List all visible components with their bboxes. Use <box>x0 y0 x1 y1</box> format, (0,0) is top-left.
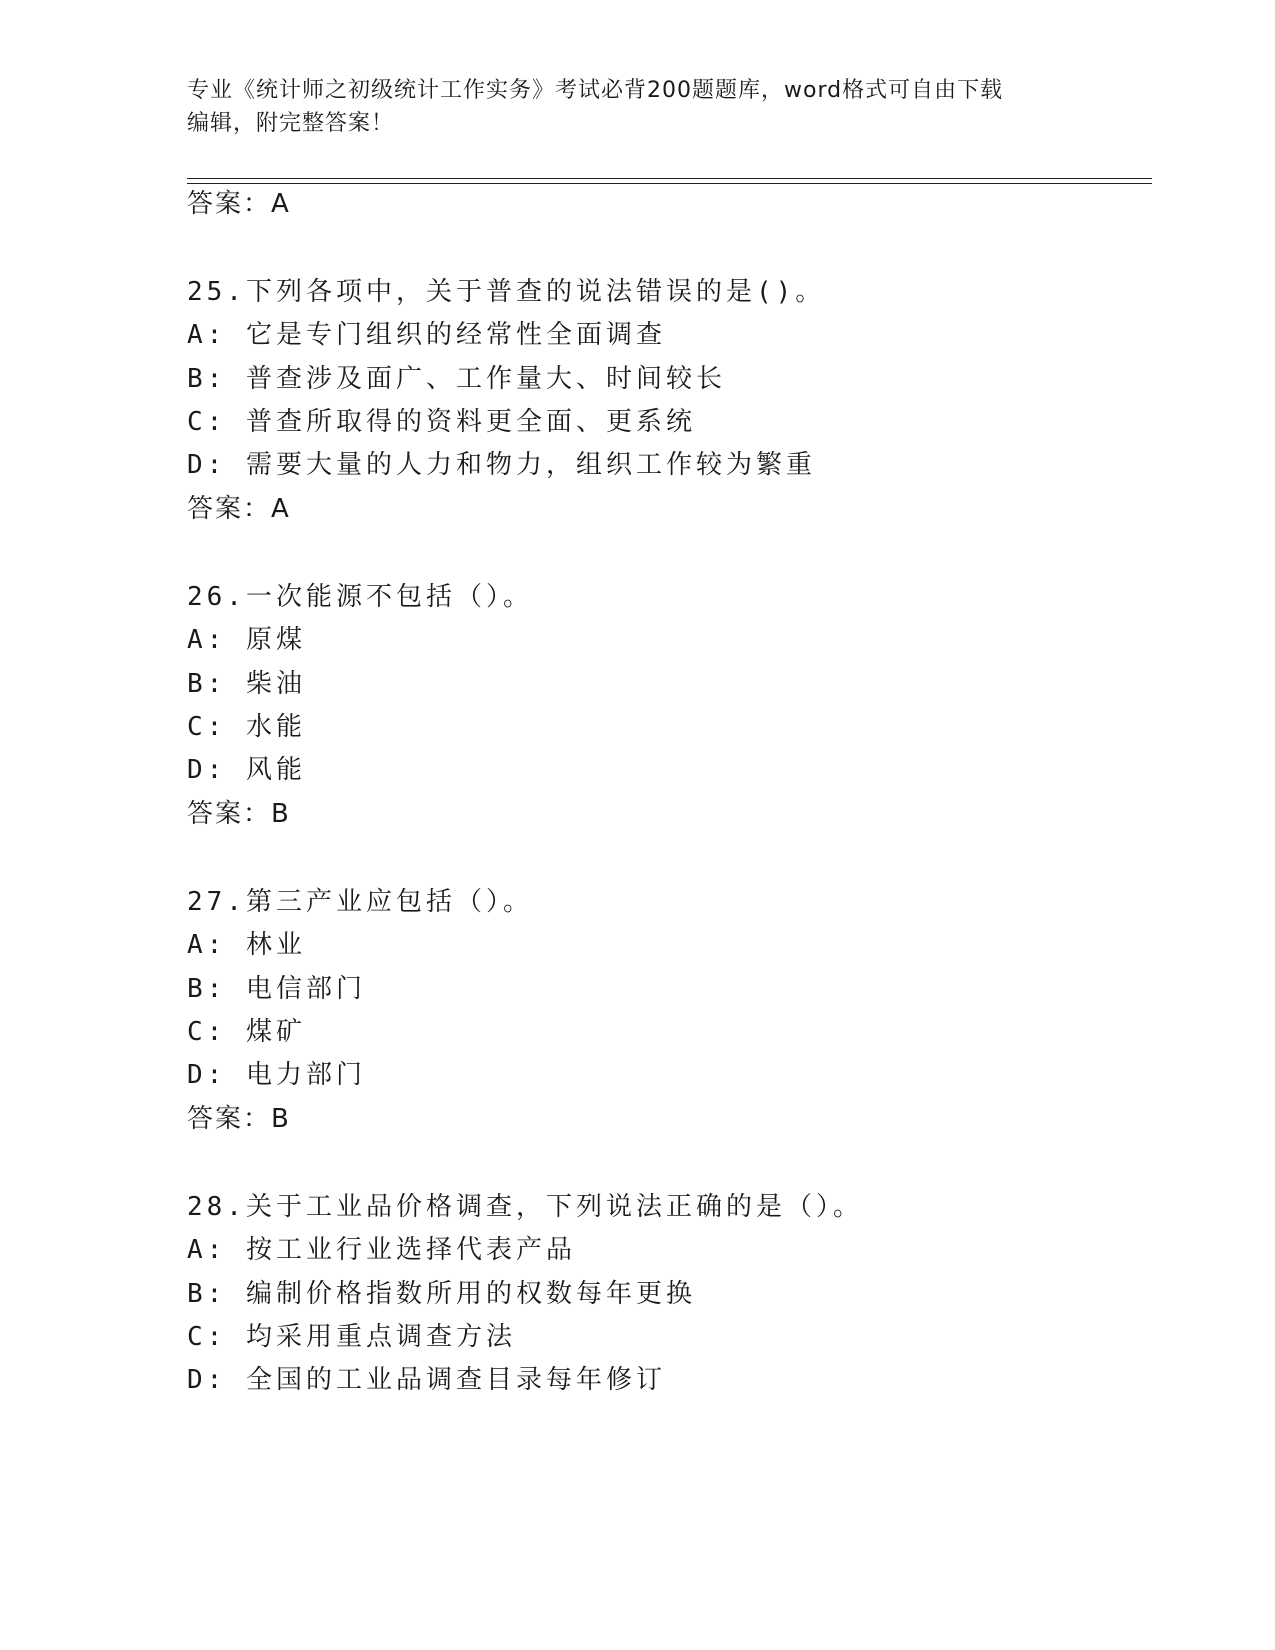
question-option: C: 均采用重点调查方法 <box>187 1322 516 1352</box>
answer-value: B <box>271 1104 290 1134</box>
question-option: C: 普查所取得的资料更全面、更系统 <box>187 407 696 437</box>
answer-line <box>187 187 290 221</box>
answer-label: 答案： <box>187 1104 272 1134</box>
question-option: D: 风能 <box>187 755 306 785</box>
header-line-2: 编辑，附完整答案！ <box>187 111 395 136</box>
answer-line <box>187 492 290 526</box>
answer-value: B <box>271 799 290 829</box>
question-option: D: 电力部门 <box>187 1060 366 1090</box>
answer-line <box>187 1102 290 1136</box>
header-line-1: 专业《统计师之初级统计工作实务》考试必背200题题库，word格式可自由下载 <box>187 78 1004 103</box>
question-stem: 26.一次能源不包括（）。 <box>187 582 533 612</box>
question-option: B: 编制价格指数所用的权数每年更换 <box>187 1279 696 1309</box>
document-header <box>187 74 1087 140</box>
header-divider-bottom <box>187 183 1152 184</box>
answer-label: 答案： <box>187 799 272 829</box>
answer-value: A <box>271 189 290 219</box>
question-option: A: 它是专门组织的经常性全面调查 <box>187 320 666 350</box>
question-option: C: 水能 <box>187 712 306 742</box>
header-divider-top <box>187 178 1152 179</box>
question-option: B: 普查涉及面广、工作量大、时间较长 <box>187 364 726 394</box>
answer-label: 答案： <box>187 189 272 219</box>
question-option: A: 按工业行业选择代表产品 <box>187 1235 576 1265</box>
question-option: D: 需要大量的人力和物力，组织工作较为繁重 <box>187 450 816 480</box>
question-option: A: 原煤 <box>187 625 306 655</box>
answer-line <box>187 797 290 831</box>
question-option: B: 柴油 <box>187 669 306 699</box>
answer-value: A <box>271 494 290 524</box>
question-option: D: 全国的工业品调查目录每年修订 <box>187 1365 666 1395</box>
question-stem: 25.下列各项中，关于普查的说法错误的是()。 <box>187 277 826 307</box>
question-option: C: 煤矿 <box>187 1017 306 1047</box>
question-option: A: 林业 <box>187 930 306 960</box>
question-stem: 28.关于工业品价格调查，下列说法正确的是（）。 <box>187 1192 863 1222</box>
answer-label: 答案： <box>187 494 272 524</box>
question-option: B: 电信部门 <box>187 974 366 1004</box>
question-stem: 27.第三产业应包括（）。 <box>187 887 533 917</box>
